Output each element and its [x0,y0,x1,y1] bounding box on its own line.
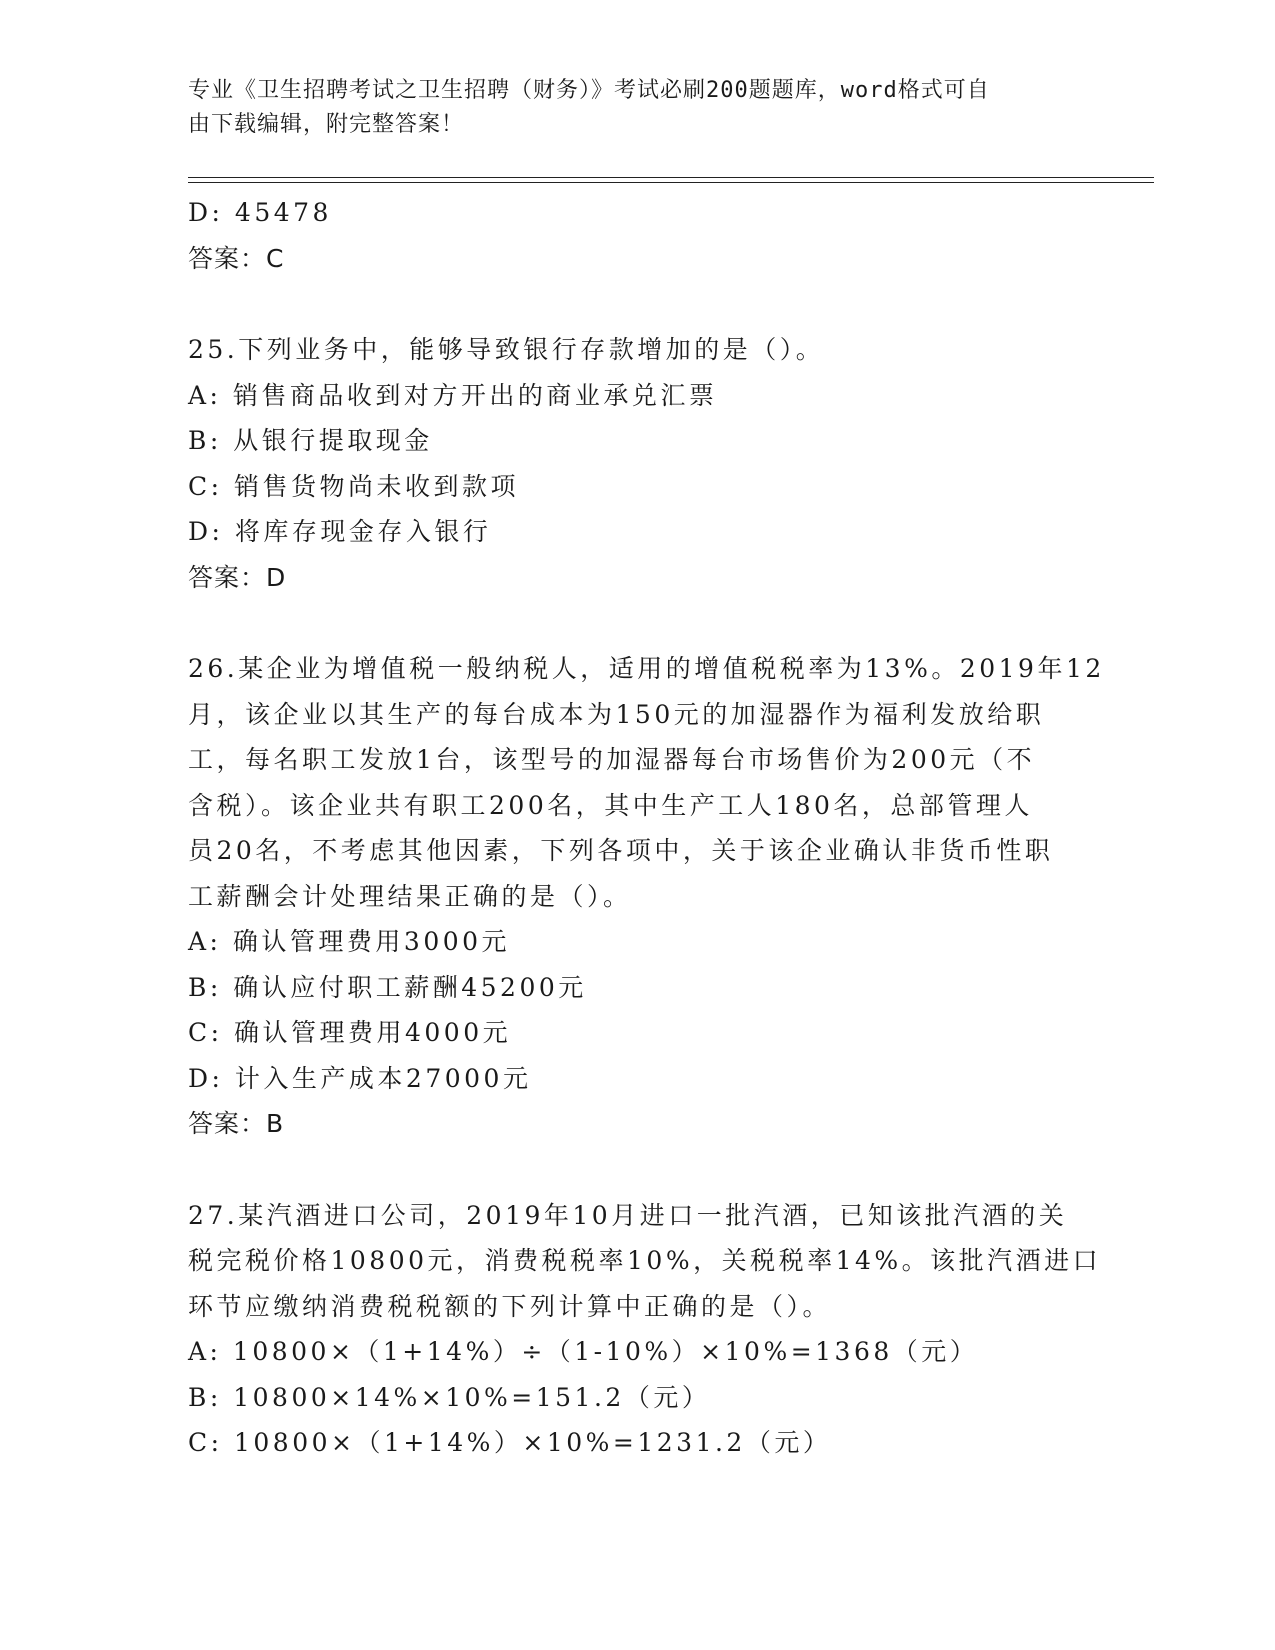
question-25 [188,327,1088,600]
option-d: D: 计入生产成本27000元 [188,1063,532,1093]
option-c: C: 确认管理费用4000元 [188,1018,512,1047]
answer: 答案：D [188,562,287,592]
option-d: D: 45478 [188,198,332,227]
question-24-tail [188,190,1088,281]
question-stem-line: 工薪酬会计处理结果正确的是（）。 [188,881,632,911]
option-a: A: 10800×（1+14%）÷（1-10%）×10%=1368（元） [188,1337,979,1366]
header-line-1: 专业《卫生招聘考试之卫生招聘（财务）》考试必刷200题题库，word格式可自 [188,78,990,103]
document-body [188,190,1105,1466]
spacer [188,600,1088,646]
option-b: B: 从银行提取现金 [188,426,433,455]
option-b: B: 10800×14%×10%=151.2（元） [188,1382,711,1412]
question-stem: 25.下列业务中，能够导致银行存款增加的是（）。 [188,335,825,364]
option-d: D: 将库存现金存入银行 [188,517,492,546]
option-b: B: 确认应付职工薪酬45200元 [188,972,587,1002]
document-header [188,74,1088,142]
option-a: A: 确认管理费用3000元 [188,927,511,956]
option-a: A: 销售商品收到对方开出的商业承兑汇票 [188,380,718,410]
question-stem-line: 工，每名职工发放1台，该型号的加湿器每台市场售价为200元（不 [188,745,1036,774]
option-c: C: 10800×（1+14%）×10%=1231.2（元） [188,1428,832,1457]
question-stem-line: 税完税价格10800元，消费税税率10%，关税税率14%。该批汽酒进口 [188,1246,1102,1275]
question-stem-line: 26.某企业为增值税一般纳税人，适用的增值税税率为13%。2019年12 [188,654,1105,683]
question-stem-line: 27.某汽酒进口公司，2019年10月进口一批汽酒，已知该批汽酒的关 [188,1200,1068,1230]
option-c: C: 销售货物尚未收到款项 [188,471,519,501]
question-stem-line: 含税）。该企业共有职工200名，其中生产工人180名，总部管理人 [188,790,1033,820]
spacer [188,1147,1088,1193]
header-line-2: 由下载编辑，附完整答案！ [188,112,465,137]
answer: 答案：B [188,1109,285,1138]
question-27 [188,1193,1102,1466]
header-divider-bottom [188,182,1154,183]
question-26 [188,646,1105,1147]
question-stem-line: 员20名，不考虑其他因素，下列各项中，关于该企业确认非货币性职 [188,836,1054,865]
answer: 答案：C [188,243,285,273]
question-stem-line: 月，该企业以其生产的每台成本为150元的加湿器作为福利发放给职 [188,699,1045,729]
question-stem-line: 环节应缴纳消费税税额的下列计算中正确的是（）。 [188,1291,832,1321]
header-divider-top [188,177,1154,178]
spacer [188,281,1088,327]
